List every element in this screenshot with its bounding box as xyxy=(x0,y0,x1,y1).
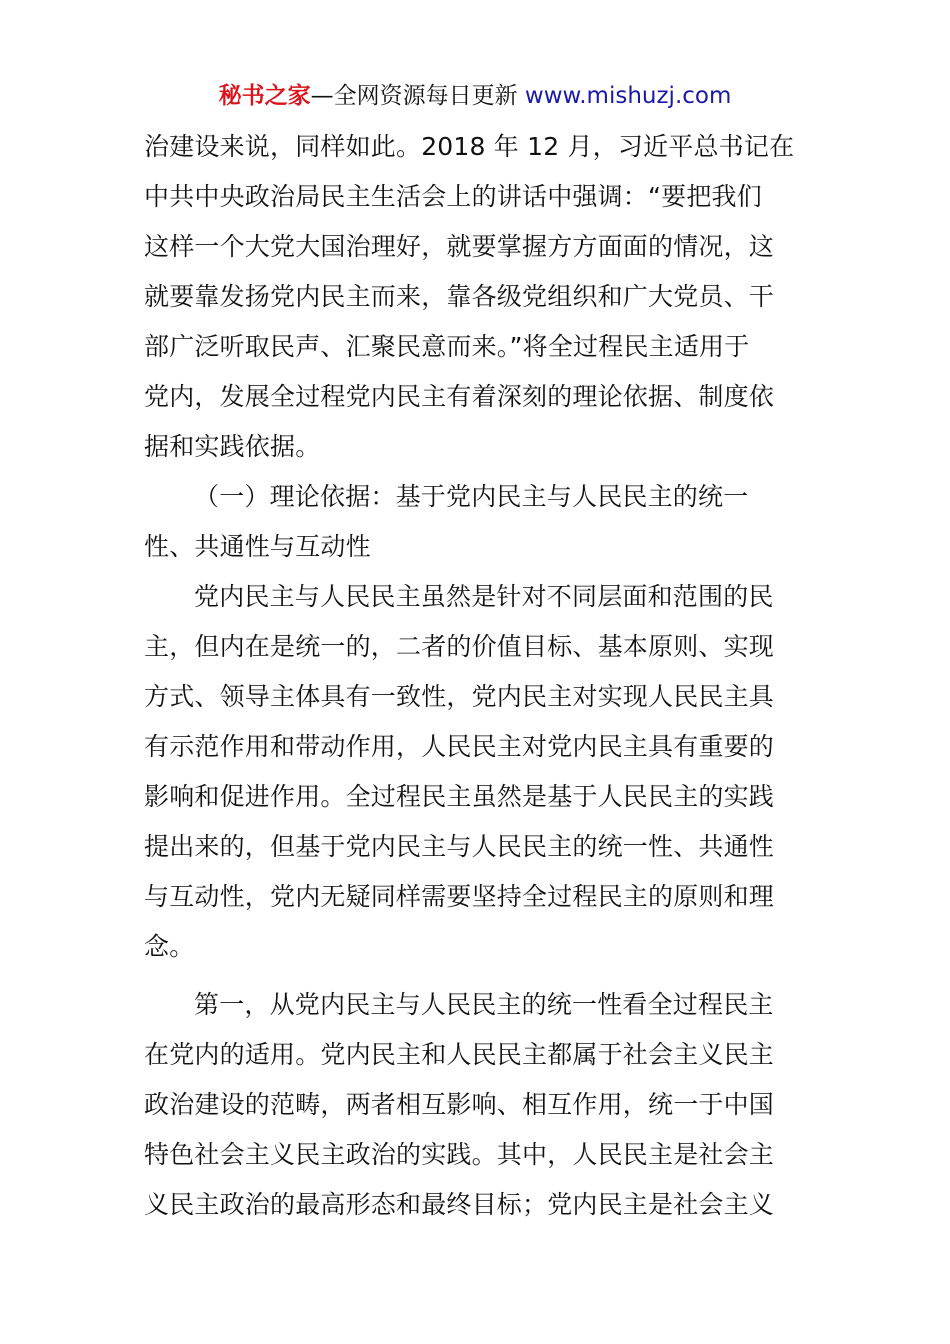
text-line: 主，但内在是统一的，二者的价值目标、基本原则、实现 xyxy=(144,632,775,661)
section-heading-line: 性、共通性与互动性 xyxy=(144,532,371,561)
document-body xyxy=(144,122,808,1230)
text-line: 党内，发展全过程党内民主有着深刻的理论依据、制度依 xyxy=(144,382,775,411)
text-line: 这样一个大党大国治理好，就要掌握方方面面的情况，这 xyxy=(144,232,775,261)
text-line: 义民主政治的最高形态和最终目标；党内民主是社会主义 xyxy=(144,1190,775,1219)
text-line: 治建设来说，同样如此。2018 年 12 月，习近平总书记在 xyxy=(144,132,795,161)
text-line: 部广泛听取民声、汇聚民意而来。”将全过程民主适用于 xyxy=(144,332,750,361)
text-line: 就要靠发扬党内民主而来，靠各级党组织和广大党员、干 xyxy=(144,282,775,311)
text-line: 第一，从党内民主与人民民主的统一性看全过程民主 xyxy=(194,990,774,1019)
text-line: 影响和促进作用。全过程民主虽然是基于人民民主的实践 xyxy=(144,782,775,811)
site-tagline: —全网资源每日更新 xyxy=(310,83,518,109)
text-line: 提出来的，但基于党内民主与人民民主的统一性、共通性 xyxy=(144,832,775,861)
text-line: 据和实践依据。 xyxy=(144,432,321,461)
text-line: 政治建设的范畴，两者相互影响、相互作用，统一于中国 xyxy=(144,1090,775,1119)
text-line: 念。 xyxy=(144,932,195,961)
paragraph-gap xyxy=(144,972,808,980)
text-line: 方式、领导主体具有一致性，党内民主对实现人民民主具 xyxy=(144,682,775,711)
site-brand: 秘书之家 xyxy=(218,83,311,109)
text-line: 在党内的适用。党内民主和人民民主都属于社会主义民主 xyxy=(144,1040,775,1069)
text-line: 与互动性，党内无疑同样需要坚持全过程民主的原则和理 xyxy=(144,882,775,911)
text-line: 党内民主与人民民主虽然是针对不同层面和范围的民 xyxy=(194,582,774,611)
site-url[interactable]: www.mishuzj.com xyxy=(517,83,732,109)
text-line: 中共中央政治局民主生活会上的讲话中强调：“要把我们 xyxy=(144,182,762,211)
page-header xyxy=(0,80,950,112)
section-heading-line: （一）理论依据：基于党内民主与人民民主的统一 xyxy=(194,482,749,511)
text-line: 特色社会主义民主政治的实践。其中，人民民主是社会主 xyxy=(144,1140,775,1169)
text-line: 有示范作用和带动作用，人民民主对党内民主具有重要的 xyxy=(144,732,775,761)
